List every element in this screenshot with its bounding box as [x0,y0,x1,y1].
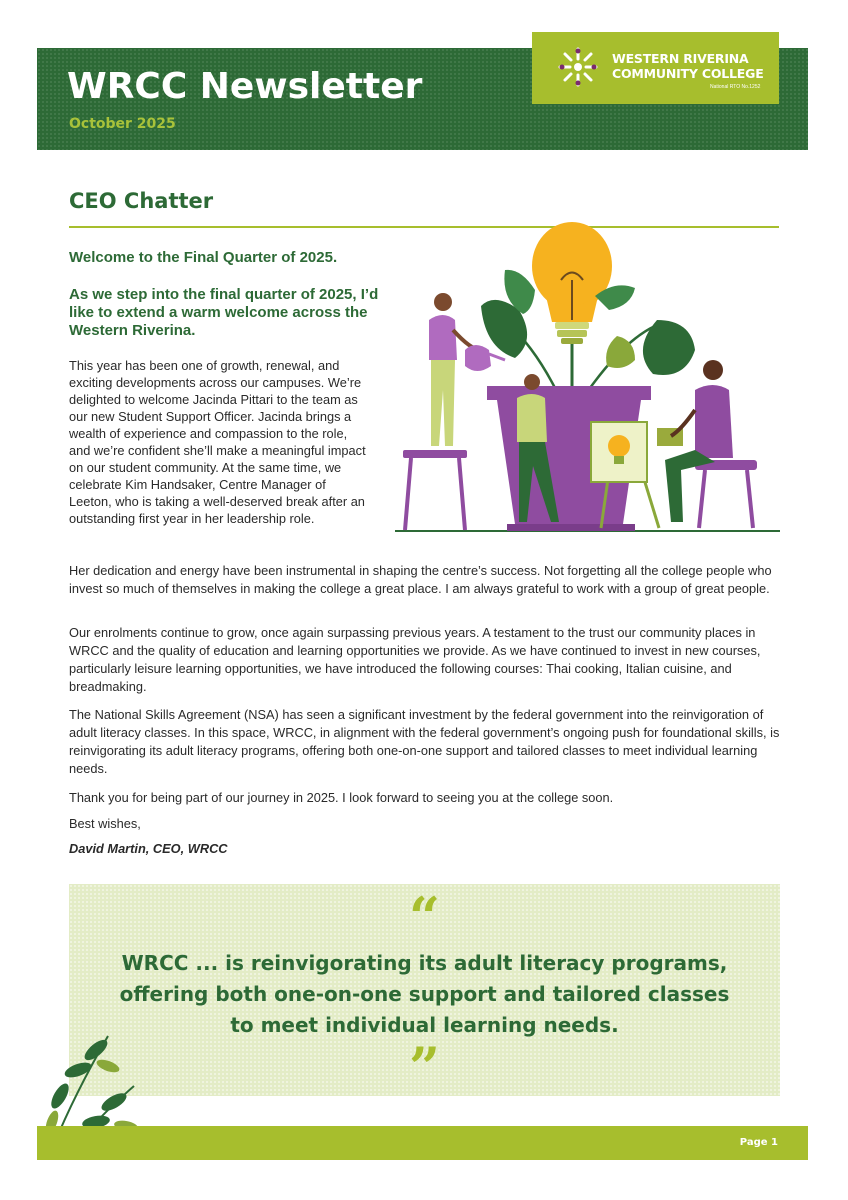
logo-text-line2: COMMUNITY COLLEGE [612,66,764,81]
paragraph-3: The National Skills Agreement (NSA) has seen a significant investment by the federal government into the reinvigoration of adult literacy classes. In this space, WRCC, in alignment with the federal government’s ongoing push for foundational skills, is reinvigorating its adult literacy programs, offering both one-on-one support and tailored classes to meet individual learning needs. [69,707,780,776]
footer-bar [37,1126,808,1160]
logo-text-line1: WESTERN RIVERINA [612,51,749,66]
close-quote-icon: ” [408,1035,441,1099]
pot-rim [487,386,651,400]
logo-rto-number: National RTO No.1252 [710,84,761,90]
closing-text: Best wishes, [69,816,141,831]
paragraph-4: Thank you for being part of our journey in 2025. I look forward to seeing you at the college soon. [69,790,614,805]
subheading-intro: As we step into the final quarter of 2025, I’d like to extend a warm welcome across the Western Riverina. [69,286,379,339]
person-laptop [657,360,733,522]
open-quote-icon: “ [408,885,441,949]
paragraph-1-continued: Her dedication and energy have been instrumental in shaping the centre’s success. Not forgetting all the college people who invest so much of themselves in making the college a great place. I am always grateful to work with a group of great people. [69,563,772,596]
watering-can-icon [465,345,491,371]
lightbulb-icon [532,222,612,344]
college-logo [532,32,779,104]
section-title: CEO Chatter [69,189,214,213]
easel-bulb-icon [608,435,630,457]
stool-left [403,450,467,458]
growth-illustration [395,210,785,540]
subheading-welcome: Welcome to the Final Quarter of 2025. [69,249,338,266]
pull-quote [69,884,780,1099]
page-number: Page 1 [739,1137,778,1148]
paragraph-1: This year has been one of growth, renewal, and exciting developments across our campuses. We’re delighted to welcome Jacinda Pittari to the team as our new Student Support Officer. Jacinda brings a wealth of experience and compassion to the role, and we’re confident she’ll make a meaningful impact on our student community. At the same time, we celebrate Kim Handsaker, Centre Manager of Leeton, who is taking a well-deserved break after an outstanding first year in her leadership role. [69,358,366,526]
leaf-right [643,320,695,375]
signature: David Martin, CEO, WRCC [69,841,228,856]
college-logo-icon [556,45,600,89]
newsletter-title: WRCC Newsletter [67,66,423,107]
paragraph-2: Our enrolments continue to grow, once again surpassing previous years. A testament to the trust our community places in WRCC and the quality of education and learning opportunities we provide. As we have continued to invest in new courses, particularly leisure learning opportunities, we have introduced the following courses: Thai cooking, Italian cuisine, and breadmaking. [69,625,761,694]
pull-quote-text: WRCC ... is reinvigorating its adult literacy programs, offering both one-on-one support and tailored classes to meet individual learning needs. [119,951,730,1037]
newsletter-date: October 2025 [69,116,176,132]
